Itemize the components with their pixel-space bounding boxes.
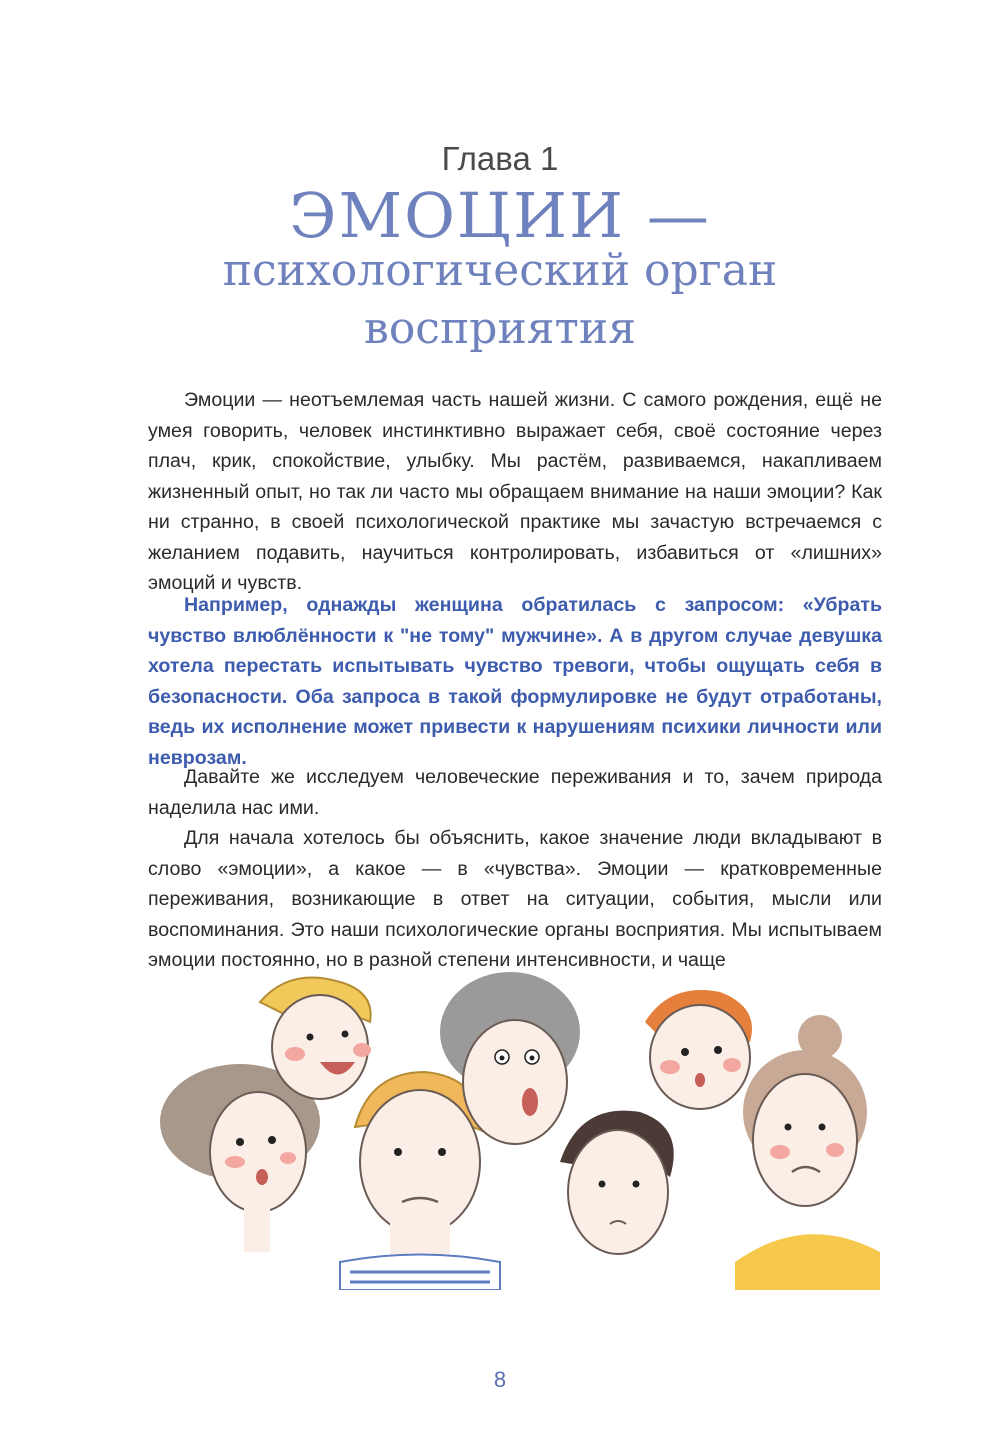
paragraph-example: Например, однажды женщина обратилась с запросом: «Убрать чувство влюблённости к "не тому" мужчине». А в другом случае девушка хотела перестать испытывать чувство тревоги, чтобы ощущать себя в безопасности. Оба запроса в такой формулировке не будут отработаны, ведь их исполнение может привести к нарушениям психики личности или неврозам. [148,594,882,769]
chapter-title-main: ЭМОЦИИ — [289,179,711,252]
paragraph-explore: Давайте же исследуем человеческие переживания и то, зачем природа наделила нас ими. [148,766,882,819]
paragraph-intro: Эмоции — неотъемлемая часть нашей жизни. С самого рождения, ещё не умея говорить, человек инстинктивно выражает себя, своё состояние через плач, крик, спокойствие, улыбку. Мы растём, развиваемся, накапливаем жизненный опыт, но так ли часто мы обращаем внимание на наши эмоции? Как ни странно, в своей психологической практике мы зачастую встречаемся с желанием подавить, научиться контролировать, избавиться от «лишних» эмоций и чувств. [148,389,882,594]
chapter-label: Глава 1 [441,140,559,177]
page-number: 8 [493,1367,507,1392]
chapter-title-sub-line2: восприятия [364,303,636,354]
paragraph-definition: Для начала хотелось бы объяснить, какое значение люди вкладывают в слово «эмоции», а какое — в «чувства». Эмоции — кратковременные переживания, возникающие в ответ на ситуации, события, мысли или воспоминания. Это наши психологические органы восприятия. Мы испытываем эмоции постоянно, но в разной степени интенсивности, и чаще [148,827,882,971]
chapter-title-sub-line1: психологический орган [222,245,778,296]
body-text-highlight [148,590,882,773]
face-child-surprised [645,990,752,1109]
body-text-bottom [148,762,882,976]
chapter-title-sub [0,242,1000,358]
face-woman-sad [560,1111,674,1254]
faces-illustration [140,962,880,1290]
body-text-top [148,385,882,599]
face-woman-bun-upset [735,1015,880,1290]
